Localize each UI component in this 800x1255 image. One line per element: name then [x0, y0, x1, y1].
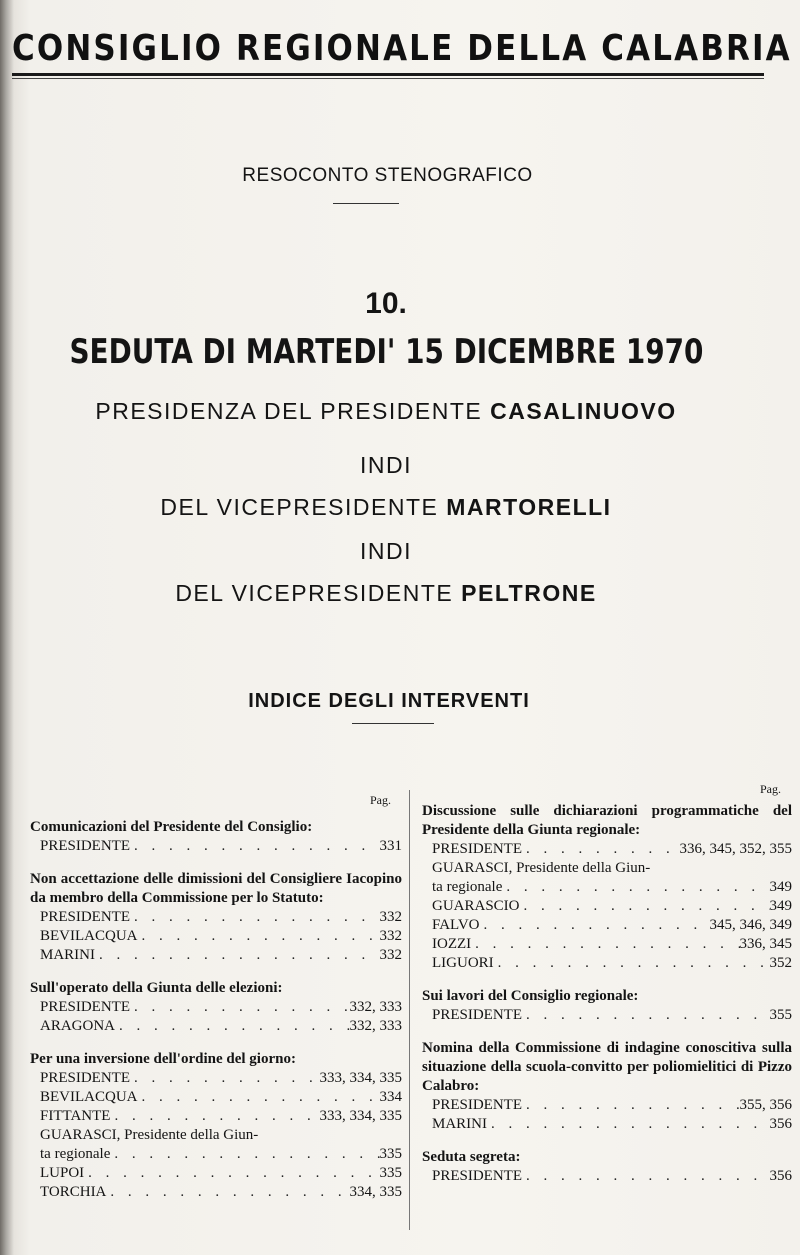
- speaker-name: PRESIDENTE: [432, 1007, 522, 1023]
- page-numbers: 349: [769, 898, 792, 914]
- speaker-name: GUARASCI, Presidente della Giun-: [432, 860, 651, 876]
- leader-dots: [487, 1115, 770, 1134]
- index-column-right: [422, 802, 792, 1200]
- speaker-name: IOZZI: [432, 936, 472, 952]
- leader-dots: [522, 1096, 740, 1115]
- presidency-line-1: [0, 398, 772, 425]
- page-numbers: 332, 333: [349, 1018, 402, 1034]
- index-entry: [30, 946, 402, 965]
- index-section-title: Sull'operato della Giunta delle elezioni:: [30, 980, 283, 996]
- index-entry: [422, 840, 792, 859]
- page-numbers: 335: [379, 1146, 402, 1162]
- index-section-title: Nomina della Commissione di indagine conoscitiva sulla situazione della scuola-convitto per poliomielitici di Pizzo Calabro:: [422, 1040, 792, 1094]
- speaker-name: ARAGONA: [40, 1018, 115, 1034]
- index-entry: [422, 954, 792, 973]
- presidency-name: MARTORELLI: [446, 494, 612, 520]
- index-entry: [422, 1115, 792, 1134]
- presidency-prefix: DEL VICEPRESIDENTE: [175, 580, 454, 606]
- speaker-name: MARINI: [432, 1116, 487, 1132]
- index-section: [422, 987, 792, 1025]
- page-numbers: 333, 334, 335: [319, 1070, 402, 1086]
- page-numbers: 336, 345, 352, 355: [679, 841, 792, 857]
- leader-dots: [138, 1088, 380, 1107]
- leader-dots: [130, 908, 380, 927]
- index-section: [422, 1148, 792, 1186]
- page-numbers: 336, 345: [739, 936, 792, 952]
- speaker-name: GUARASCIO: [432, 898, 520, 914]
- page-title: CONSIGLIO REGIONALE DELLA CALABRIA: [12, 28, 792, 69]
- page-numbers: 334: [379, 1089, 402, 1105]
- indi-line-1: INDI: [360, 452, 412, 478]
- index-entry: [30, 1088, 402, 1107]
- leader-dots: [106, 1183, 349, 1202]
- index-section: [30, 979, 402, 1036]
- index-section: [422, 802, 792, 973]
- index-section-title: Per una inversione dell'ordine del giorno:: [30, 1051, 296, 1067]
- speaker-name: PRESIDENTE: [40, 838, 130, 854]
- page-numbers: 332: [379, 909, 402, 925]
- leader-dots: [95, 946, 380, 965]
- page-numbers: 356: [769, 1116, 792, 1132]
- index-entry: [30, 1069, 402, 1088]
- index-entry: [422, 1096, 792, 1115]
- page-numbers: 332: [379, 928, 402, 944]
- index-entry: [30, 908, 402, 927]
- index-entry: [30, 998, 402, 1017]
- index-entry: [422, 878, 792, 897]
- speaker-name: MARINI: [40, 947, 95, 963]
- index-entry: [30, 1145, 402, 1164]
- page-numbers: 352: [769, 955, 792, 971]
- indi-line-2: INDI: [360, 538, 412, 564]
- page-numbers: 334, 335: [349, 1184, 402, 1200]
- speaker-name: GUARASCI, Presidente della Giun-: [40, 1127, 259, 1143]
- page-label-right: Pag.: [760, 782, 781, 796]
- subtitle-rule: [333, 203, 399, 204]
- leader-dots: [130, 998, 350, 1017]
- speaker-name: FITTANTE: [40, 1108, 111, 1124]
- speaker-name: ta regionale: [432, 879, 503, 895]
- leader-dots: [138, 927, 380, 946]
- index-section-title: Comunicazioni del Presidente del Consiglio:: [30, 819, 313, 835]
- speaker-name: PRESIDENTE: [432, 841, 522, 857]
- page-label-left: Pag.: [370, 793, 391, 807]
- presidency-line-2: [0, 494, 772, 521]
- speaker-name: PRESIDENTE: [432, 1097, 522, 1113]
- index-entry: [422, 859, 792, 878]
- presidency-prefix: DEL VICEPRESIDENTE: [160, 494, 439, 520]
- index-rule: [352, 723, 434, 724]
- index-entry: [422, 897, 792, 916]
- leader-dots: [110, 1107, 319, 1126]
- page-numbers: 356: [769, 1168, 792, 1184]
- leader-dots: [130, 837, 380, 856]
- index-section: [422, 1039, 792, 1134]
- speaker-name: BEVILACQUA: [40, 928, 138, 944]
- column-divider: [409, 790, 410, 1230]
- leader-dots: [494, 954, 770, 973]
- index-heading: INDICE DEGLI INTERVENTI: [248, 690, 530, 712]
- title-rule: [12, 73, 764, 76]
- title-rule-thin: [12, 78, 764, 79]
- leader-dots: [471, 935, 739, 954]
- presidency-name: PELTRONE: [461, 580, 597, 606]
- leader-dots: [522, 1167, 770, 1186]
- page-numbers: 333, 334, 335: [319, 1108, 402, 1124]
- speaker-name: PRESIDENTE: [40, 999, 130, 1015]
- index-entry: [422, 935, 792, 954]
- index-column-left: [30, 818, 402, 1216]
- presidency-line-3: [0, 580, 772, 607]
- leader-dots: [480, 916, 710, 935]
- index-section: [30, 1050, 402, 1202]
- page-numbers: 349: [769, 879, 792, 895]
- index-section-title: Sui lavori del Consiglio regionale:: [422, 988, 639, 1004]
- leader-dots: [522, 840, 680, 859]
- index-entry: [30, 1107, 402, 1126]
- speaker-name: BEVILACQUA: [40, 1089, 138, 1105]
- page-numbers: 332: [379, 947, 402, 963]
- page-numbers: 355, 356: [739, 1097, 792, 1113]
- leader-dots: [522, 1006, 770, 1025]
- speaker-name: ta regionale: [40, 1146, 111, 1162]
- report-subtitle: RESOCONTO STENOGRAFICO: [242, 165, 533, 186]
- page-numbers: 345, 346, 349: [709, 917, 792, 933]
- leader-dots: [520, 897, 770, 916]
- leader-dots: [115, 1017, 350, 1036]
- index-entry: [422, 916, 792, 935]
- leader-dots: [130, 1069, 320, 1088]
- speaker-name: PRESIDENTE: [40, 909, 130, 925]
- index-entry: [30, 1164, 402, 1183]
- page-numbers: 332, 333: [349, 999, 402, 1015]
- index-entry: [30, 1183, 402, 1202]
- speaker-name: TORCHIA: [40, 1184, 107, 1200]
- speaker-name: PRESIDENTE: [40, 1070, 130, 1086]
- speaker-name: FALVO: [432, 917, 480, 933]
- index-section-title: Discussione sulle dichiarazioni programmatiche del Presidente della Giunta regionale:: [422, 803, 792, 838]
- index-section-title: Non accettazione delle dimissioni del Consigliere Iacopino da membro della Commissione per lo Statuto:: [30, 871, 402, 906]
- page-numbers: 355: [769, 1007, 792, 1023]
- index-section: [30, 818, 402, 856]
- index-entry: [30, 1017, 402, 1036]
- session-date: SEDUTA DI MARTEDI' 15 DICEMBRE 1970: [69, 332, 704, 372]
- index-entry: [30, 927, 402, 946]
- speaker-name: LIGUORI: [432, 955, 494, 971]
- index-entry: [30, 837, 402, 856]
- page-numbers: 335: [379, 1165, 402, 1181]
- leader-dots: [84, 1164, 379, 1183]
- leader-dots: [502, 878, 769, 897]
- leader-dots: [110, 1145, 379, 1164]
- speaker-name: PRESIDENTE: [432, 1168, 522, 1184]
- session-number: 10.: [365, 287, 407, 320]
- speaker-name: LUPOI: [40, 1165, 85, 1181]
- index-entry: [30, 1126, 402, 1145]
- index-section: [30, 870, 402, 965]
- page-numbers: 331: [379, 838, 402, 854]
- presidency-prefix: PRESIDENZA DEL PRESIDENTE: [95, 398, 483, 424]
- presidency-name: CASALINUOVO: [490, 398, 677, 424]
- index-entry: [422, 1006, 792, 1025]
- index-entry: [422, 1167, 792, 1186]
- index-section-title: Seduta segreta:: [422, 1149, 521, 1165]
